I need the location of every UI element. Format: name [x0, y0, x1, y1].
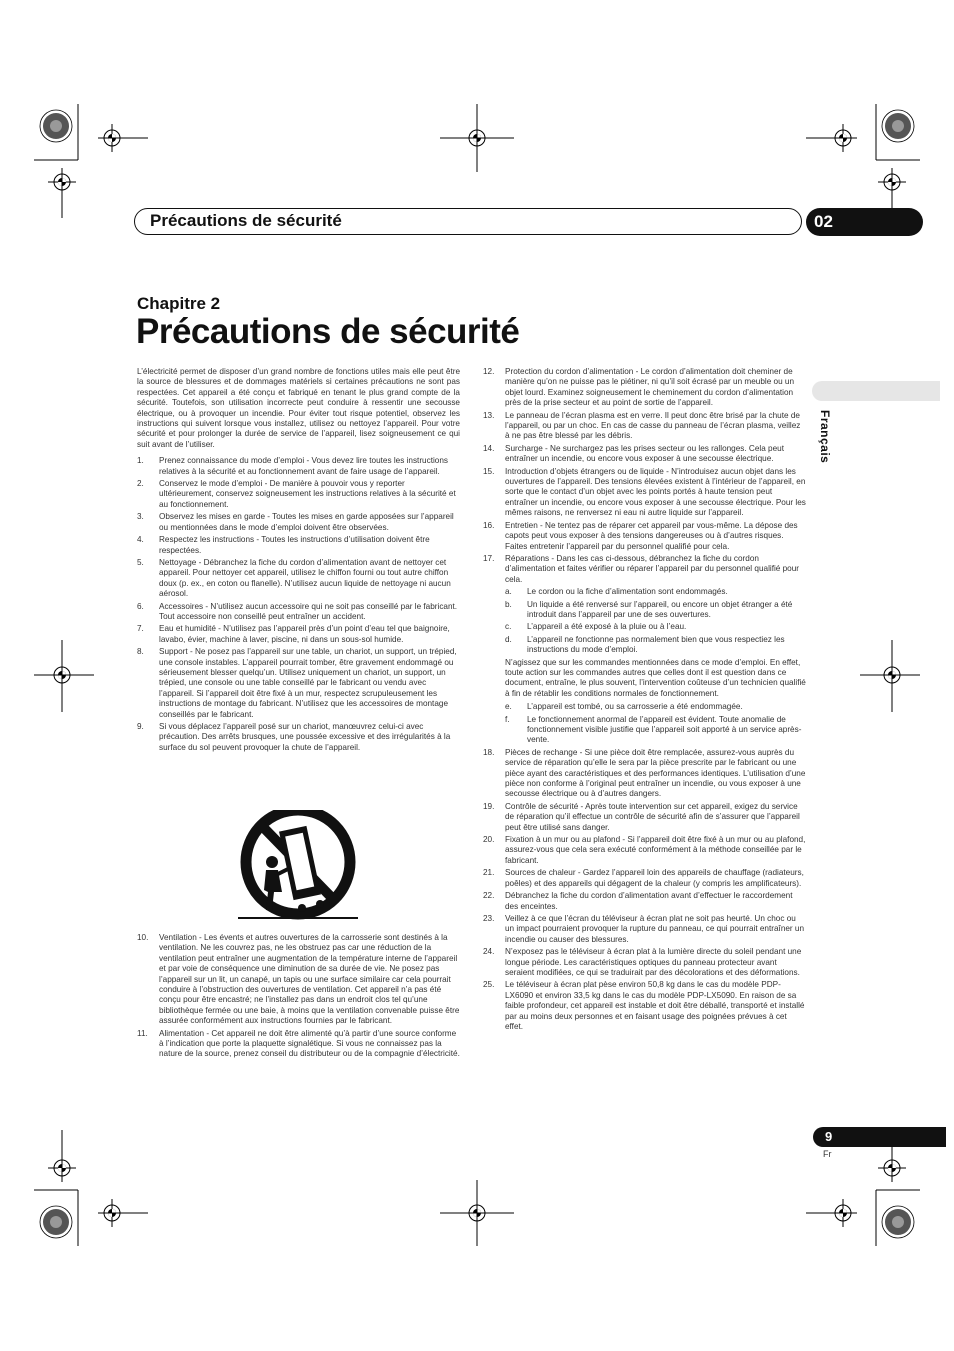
list-item-number: 9. — [137, 722, 144, 731]
list-item-number: f. — [505, 714, 510, 724]
list-item-number: 6. — [137, 601, 144, 611]
list-item-text: Nettoyage - Débranchez la fiche du cordon d’alimentation avant de nettoyer cet appareil. Pour nettoyer cet appareil, utilisez le chiffon fourni ou tout autre chiffon doux (p. ex., en coton ou flanelle). N’utilisez aucun liquide de nettoyage ni aucun aérosol. — [159, 557, 451, 599]
safety-list-left — [137, 456, 460, 753]
list-item — [483, 914, 807, 945]
list-item — [505, 600, 807, 621]
list-item — [483, 367, 807, 409]
list-item-text: Respectez les instructions - Toutes les instructions d’utilisation doivent être respectées. — [159, 535, 430, 555]
list-item-number: 22. — [483, 891, 495, 901]
list-item-number: d. — [505, 634, 512, 644]
list-item — [483, 802, 807, 833]
list-item-number: 12. — [483, 367, 495, 376]
list-item-number: 17. — [483, 553, 495, 563]
safety-list-right-a — [483, 367, 807, 585]
list-item-number: 15. — [483, 466, 495, 476]
list-item — [137, 647, 460, 720]
list-item-text: Accessoires - N’utilisez aucun accessoire qui ne soit pas conseillé par le fabricant. Tout accessoire non conseillé peut entraîner un accident. — [159, 601, 458, 621]
list-item — [483, 868, 807, 889]
list-item — [505, 622, 807, 632]
list-item — [137, 624, 460, 645]
list-item-text: Le cordon ou la fiche d’alimentation sont endommagés. — [527, 587, 728, 597]
list-item-text: Ventilation - Les évents et autres ouvertures de la carrosserie sont destinés à la ventilation. Ne les couvrez pas, ne les obstruez pas car une réduction de la ventilation peut entraîner une augmentation de la température interne de l’appareil et par voie de conséquence une diminution de sa durée de vie. Ne posez pas l’appareil sur un lit, un canapé, un tapis ou une surface similaire car cela pourrait conduire à l’obstruction des ouvertures de ventilation. Cet appareil n’a pas été conçu pour être encastré; ne l’installez pas dans un endroit clos tel qu’une bibliothèque fermée ou une baie, à moins que la ventilation convenable puisse être assurée conformément aux instructions fournies par le fabricant. — [159, 933, 460, 1026]
list-item-text: Introduction d’objets étrangers ou de liquide - N’introduisez aucun objet dans les ouvertures de l’appareil. Des tensions élevées existent à l’intérieur de l’appareil, en sorte que le contact d’un objet avec les points portés à haute tension peut entraîner un incendie, ou encore vous exposer à une secousse électrique. Pour les mêmes raisons, ne renversez ni eau ni autre liquide sur l’appareil. — [505, 466, 806, 518]
list-item-text: Réparations - Dans les cas ci-dessous, débranchez la fiche du cordon d’alimentation et faites vérifier ou réparer l’appareil par du personnel qualifié pour cela. — [505, 553, 800, 584]
list-item — [483, 835, 807, 866]
section-header-title: Précautions de sécurité — [150, 211, 342, 230]
list-item-text: Conservez le mode d’emploi - De manière à pouvoir vous y reporter ultérieurement, conservez soigneusement les instructions relatives à la sécurité et au fonctionnement. — [159, 479, 456, 509]
safety-list-right-b — [483, 748, 807, 1033]
list-item — [505, 587, 807, 597]
list-item-text: Pièces de rechange - Si une pièce doit être remplacée, assurez-vous auprès du service de réparation qu’elle le sera par la pièce prescrite par le fabricant ou une pièce ayant des caractéristiques et des performances identiques. L’utilisation d’une pièce non conforme à l’original peut entraîner un incendie, ou vous exposer à une secousse électrique ou à d’autres dangers. — [505, 747, 806, 799]
left-column — [137, 367, 460, 755]
list-item-text: Débranchez la fiche du cordon d’alimentation avant d’effectuer le raccordement des enceintes. — [505, 891, 793, 911]
page-number-badge — [813, 1127, 946, 1147]
list-item-text: Eau et humidité - N’utilisez pas l’appareil près d’un point d’eau tel que baignoire, lavabo, évier, machine à laver, piscine, ni dans un sous-sol humide. — [159, 624, 450, 644]
list-item-number: 24. — [483, 947, 495, 957]
list-item — [505, 715, 807, 746]
intro-paragraph: L’électricité permet de disposer d’un grand nombre de fonctions utiles mais elle peut être la source de blessures et de dommages matériels si certaines précautions ne sont pas respectées. Cet appareil a été conçu et fabriqué en tenant le plus grand compte de la sécurité. Toutefois, son utilisation incorrecte peut conduire à ressentir une secousse électrique, ou à provoquer un incendie. Pour éviter tout risque potentiel, observez les instructions qui suivent lorsque vous installez, utilisez ou nettoyez l’appareil. Pour votre sécurité et pour prolonger la durée de service de l’appareil, lisez soigneusement ce qui suit avant de l’utiliser. — [137, 367, 460, 449]
list-item-number: 11. — [137, 1028, 148, 1038]
list-item — [483, 521, 807, 552]
list-item-number: 8. — [137, 647, 144, 657]
list-item-number: 10. — [137, 933, 149, 942]
list-item-text: Alimentation - Cet appareil ne doit être alimenté qu’à partir d’une source conforme à l’indication que porte la plaquette signalétique. Si vous ne connaissez pas la nature de la source, prenez conseil du distributeur ou de la compagnie d’électricité. — [159, 1028, 460, 1059]
list-item — [505, 635, 807, 656]
list-item — [483, 891, 807, 912]
list-item-number: a. — [505, 587, 512, 597]
list-item-number: c. — [505, 622, 512, 632]
list-item-number: 1. — [137, 456, 144, 466]
repair-conditions-list — [483, 587, 807, 655]
chapter-title: Précautions de sécurité — [136, 312, 520, 351]
list-item — [505, 702, 807, 712]
list-item-text: N’exposez pas le téléviseur à écran plat à la lumière directe du soleil pendant une longue période. Les caractéristiques optiques du panneau protecteur avant seraient modifiées, ce qui se traduirait par des décolorations et des déformations. — [505, 947, 802, 977]
repair-note-paragraph: N’agissez que sur les commandes mentionnées dans ce mode d’emploi. En effet, toute action sur les commandes autres que celles dont il est question dans ce document, entraîne, le plus souvent, l’intervention coûteuse d’un technicien qualifié à fin de rétablir les conditions normales de fonctionnement. — [505, 657, 806, 698]
list-item-number: 20. — [483, 835, 495, 845]
chapter-number: 02 — [814, 212, 833, 231]
list-item-text: Le téléviseur à écran plat pèse environ 50,8 kg dans le cas du modèle PDP-LX6090 et environ 33,5 kg dans le cas du modèle PDP-LX5090. En raison de sa faible profondeur, cet appareil est instable et doit être déballé, transporté et installé par au moins deux personnes et en faisant usage des poignées prévues à cet effet. — [505, 980, 805, 1031]
right-column — [483, 367, 807, 1034]
list-item-number: 18. — [483, 747, 495, 757]
list-item-number: 5. — [137, 557, 144, 567]
language-tab — [812, 381, 940, 401]
list-item — [137, 722, 460, 753]
list-item — [137, 456, 460, 477]
list-item-text: Le fonctionnement anormal de l’appareil est évident. Toute anomalie de fonctionnement visible justifie que l’appareil soit apporté à un service après-vente. — [527, 714, 802, 745]
list-item — [483, 980, 807, 1032]
list-item — [483, 947, 807, 978]
list-item-text: Surcharge - Ne surchargez pas les prises secteur ou les rallonges. Cela peut entraîner un incendie, ou encore vous exposer à une secousse électrique. — [505, 443, 784, 464]
list-item-text: Prenez connaissance du mode d’emploi - Vous devez lire toutes les instructions relatives à la sécurité et au fonctionnement avant de faire usage de l’appareil. — [159, 456, 448, 476]
repair-conditions-list-2 — [483, 702, 807, 746]
list-item-text: Un liquide a été renversé sur l’appareil, ou encore un objet étranger a été introduit dans l’appareil par une de ses ouvertures. — [527, 599, 793, 619]
language-label: Français — [818, 410, 832, 464]
list-item-text: Contrôle de sécurité - Après toute intervention sur cet appareil, exigez du service de réparation qu’il effectue un contrôle de sécurité afin de s’assurer que l’appareil peut être utilisé sans danger. — [505, 801, 800, 832]
cart-tip-over-warning-icon — [238, 810, 358, 922]
list-item — [483, 444, 807, 465]
list-item-number: 23. — [483, 913, 495, 923]
list-item — [137, 602, 460, 623]
list-item-text: Sources de chaleur - Gardez l’appareil loin des appareils de chauffage (radiateurs, poêles) et des appareils qui dégagent de la chaleur (y compris les amplificateurs). — [505, 868, 804, 888]
list-item-number: 13. — [483, 410, 495, 420]
list-item-text: Observez les mises en garde - Toutes les mises en garde apposées sur l’appareil ou mentionnées dans le mode d’emploi doivent être observées. — [159, 512, 454, 532]
list-item-number: 19. — [483, 801, 495, 811]
list-item — [483, 411, 807, 442]
list-item-text: Support - Ne posez pas l’appareil sur une table, un chariot, un support, un trépied, une console instables. L’appareil pourrait tomber, être gravement endommagé ou sérieusement blesser quelqu’un. Utilisez uniquement un chariot, un support, un trépied, une console ou une table conseillé par le fabricant ou vendu avec l’appareil. Si l’appareil doit être fixé à un mur, respectez scrupuleusement les instructions de montage du fabricant. N’utilisez que les accessoires de montage conseillés par le fabricant. — [159, 647, 457, 719]
list-item-number: 3. — [137, 512, 144, 522]
list-item — [137, 558, 460, 600]
list-item-number: 25. — [483, 980, 495, 990]
chapter-number-badge — [806, 208, 923, 236]
list-item-text: Le panneau de l’écran plasma est en verre. Il peut donc être brisé par la chute de l’appareil, ou par un choc. En cas de casse du panneau de l’écran plasma, veillez à ne pas être blessé par les débris. — [505, 410, 801, 441]
list-item — [137, 933, 460, 1027]
list-item-text: L’appareil a été exposé à la pluie ou à l’eau. — [527, 622, 687, 632]
page-language-code: Fr — [823, 1149, 832, 1159]
list-item-number: e. — [505, 702, 512, 712]
list-item-number: 4. — [137, 535, 144, 545]
list-item-number: b. — [505, 599, 512, 609]
list-item-number: 7. — [137, 624, 144, 634]
list-item-text: Fixation à un mur ou au plafond - Si l’appareil doit être fixé à un mur ou au plafond, assurez-vous que cela sera exécuté conformément à la méthode conseillée par le fabricant. — [505, 835, 806, 865]
list-item — [137, 1029, 460, 1060]
left-column-bottom — [137, 933, 460, 1062]
chapter-label: Chapitre 2 — [137, 294, 221, 313]
list-item — [483, 748, 807, 800]
list-item-text: Si vous déplacez l’appareil posé sur un chariot, manœuvrez celui-ci avec précaution. Des arrêts brusques, une poussée excessive et des irrégularités à la surface du sol peuvent provoquer la chute de l’appareil. — [159, 722, 451, 752]
list-item — [483, 467, 807, 519]
list-item-text: L’appareil ne fonctionne pas normalement bien que vous respectiez les instructions du mode d’emploi. — [527, 634, 785, 655]
list-item-text: L’appareil est tombé, ou sa carrosserie a été endommagée. — [527, 702, 743, 712]
list-item — [137, 535, 460, 556]
list-item — [137, 512, 460, 533]
list-item-number: 2. — [137, 479, 144, 489]
list-item-number: 21. — [483, 868, 495, 878]
list-item-text: Protection du cordon d’alimentation - Le cordon d’alimentation doit cheminer de manière qu’on ne puisse pas le piétiner, ni qu’il soit écrasé par un meuble ou un objet lourd. Examinez soigneusement le cheminement du cordon d’alimentation près de la prise secteur et au point de sortie de l’appareil. — [505, 367, 795, 408]
safety-list-left-bottom — [137, 933, 460, 1060]
list-item-number: 16. — [483, 520, 495, 530]
list-item-text: Veillez à ce que l’écran du téléviseur à écran plat ne soit pas heurté. Un choc ou un impact pourraient provoquer la rupture du panneau, ce qui pourrait entraîner un incendie ou causer des blessures. — [505, 913, 805, 944]
list-item — [137, 479, 460, 510]
list-item-text: Entretien - Ne tentez pas de réparer cet appareil par vous-même. La dépose des capots peut vous exposer à des tensions dangereuses ou à d’autres risques. Faites entretenir l’appareil par du personnel qualifié pour cela. — [505, 520, 798, 551]
list-item — [483, 554, 807, 585]
list-item-number: 14. — [483, 443, 495, 453]
page-number: 9 — [825, 1129, 833, 1144]
